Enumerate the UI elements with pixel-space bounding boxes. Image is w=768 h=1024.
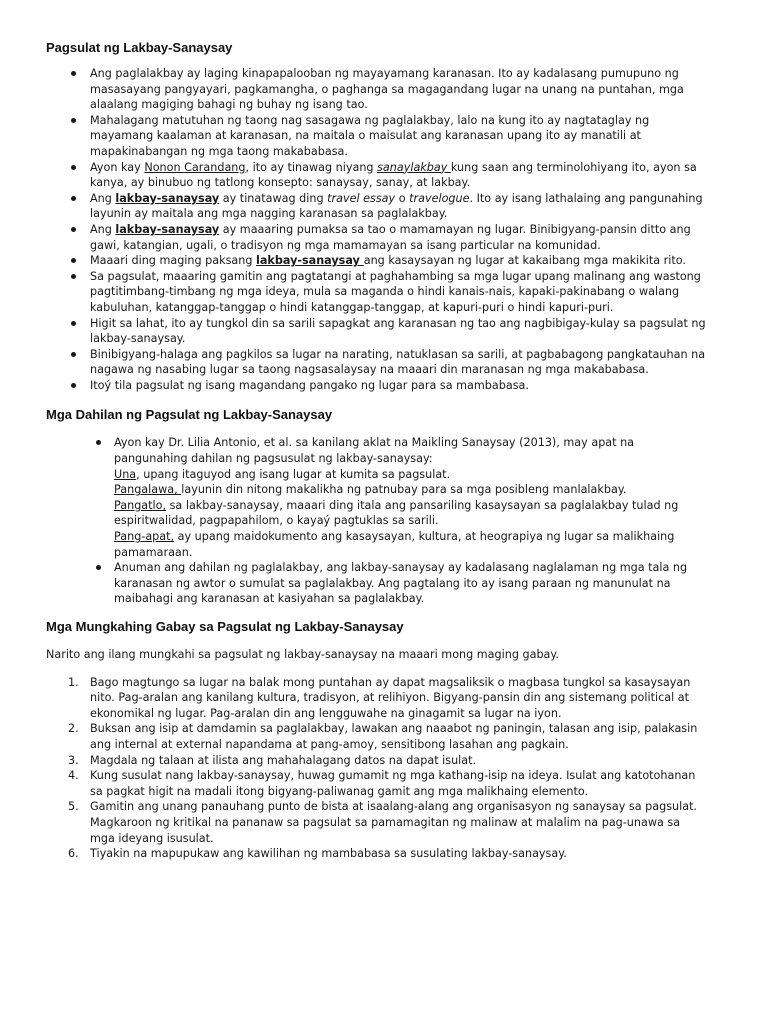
term-travel-essay: travel essay bbox=[327, 191, 396, 205]
term-lakbay-sanaysay: lakbay-sanaysay bbox=[115, 222, 220, 236]
text-run: ay upang maidokumento ang kasaysayan, kultura, at heograpiya ng lugar sa malikhaing pamamaraan. bbox=[114, 530, 675, 559]
text-run: Ang bbox=[90, 191, 116, 205]
section-title-gabay: Mga Mungkahing Gabay sa Pagsulat ng Lakbay-Sanaysay bbox=[46, 619, 404, 634]
list-item: Mahalagang matutuhan ng taong nag sasagawa ng paglalakbay, lalo na kung ito ay nagtataglay ng mayamang kaalaman at karanasan, na maitala o maisulat ang karanasan upang ito ay manatili at mapakinabangan ng mga taong makababasa. bbox=[46, 113, 708, 160]
reason-key: Pang-apat, bbox=[114, 530, 175, 544]
item-number: 5. bbox=[68, 800, 79, 814]
term-lakbay-sanaysay: lakbay-sanaysay bbox=[115, 191, 220, 205]
text-run: ay maaaring pumaksa sa tao o mamamayan ng lugar. Binibigyang-pansin ditto ang gawi, katangian, ugali, o tradisyon ng mga mamamayan sa isang particular na komunidad. bbox=[90, 222, 691, 252]
item-number: 2. bbox=[68, 722, 79, 736]
text-run: ay tinatawag ding bbox=[219, 191, 328, 205]
text-run: sa lakbay-sanaysay, maaari ding itala ang pansariling kasaysayan sa paglalakbay tulad ng espiritwalidad, pagpapahilom, o kayaý pagtuklas sa sarili. bbox=[114, 498, 679, 528]
reason-line bbox=[114, 467, 708, 483]
item-text: Gamitin ang unang panauhang punto de bista at isaalang-alang ang organisasyon ng sanaysay sa pagsulat. Magkaroon ng kritikal na pananaw sa pagsulat sa pamamagitan ng malinaw at malalim na pag-unawa sa mga ideyang isusulat. bbox=[90, 800, 698, 845]
list-item: Itoý tila pagsulat ng isang magandang pangako ng lugar para sa mambabasa. bbox=[46, 378, 708, 394]
list-item: Anuman ang dahilan ng paglalakbay, ang lakbay-sanaysay ay kadalasang naglalaman ng mga tala ng karanasan ng awtor o sumulat sa paglalakbay. Ang pagtalang ito ay isang paraan ng manunulat na maibahagi ang karanasan at kasiyahan sa paglalakbay. bbox=[46, 560, 708, 607]
section-title-pagsulat: Pagsulat ng Lakbay-Sanaysay bbox=[46, 40, 233, 55]
item-number: 6. bbox=[68, 847, 79, 861]
text-run: Ang bbox=[90, 222, 116, 236]
item-text: Tiyakin na mapupukaw ang kawilihan ng mambabasa sa susulating lakbay-sanaysay. bbox=[90, 847, 567, 861]
text-run: , upang itaguyod ang isang lugar at kumita sa pagsulat. bbox=[136, 467, 451, 481]
text-run: . Ito ay isang lathalaing ang pangunahing layunin ay maitala ang mga nagging karanasan sa paglalakbay. bbox=[90, 191, 703, 221]
list-item bbox=[46, 799, 708, 846]
reason-line bbox=[114, 498, 708, 529]
list-item bbox=[46, 753, 708, 769]
bullet-list-dahilan bbox=[46, 435, 708, 607]
list-item bbox=[46, 721, 708, 752]
list-item bbox=[46, 160, 708, 191]
list-item: Binibigyang-halaga ang pagkilos sa lugar na narating, natuklasan sa sarili, at pagbabagong pangkatauhan na nagawa ng nasabing lugar sa taong nagsasalaysay na maaari din maranasan ng mga makababasa. bbox=[46, 347, 708, 378]
text-run: kung saan ang terminolohiyang ito, ayon sa kanya, ay binubuo ng tatlong konsepto: sanaysay, sanay, at lakbay. bbox=[90, 160, 697, 190]
text-run: layunin din nitong makalikha ng patnubay para sa mga posibleng manlalakbay. bbox=[181, 483, 627, 497]
text-run: o bbox=[395, 191, 410, 205]
text-run: , ito ay tinawag niyang bbox=[245, 160, 378, 174]
list-item bbox=[46, 675, 708, 722]
item-number: 4. bbox=[68, 769, 79, 783]
list-item: Higit sa lahat, ito ay tungkol din sa sarili sapagkat ang karanasan ng tao ang nagbibigay-kulay sa pagsulat ng lakbay-sanaysay. bbox=[46, 316, 708, 347]
text-run: Ayon kay Dr. Lilia Antonio, et al. sa kanilang aklat na Maikling Sanaysay (2013), may apat na pangunahing dahilan ng pagsusulat ng lakbay-sanaysay: bbox=[114, 436, 635, 466]
term-lakbay-sanaysay: lakbay-sanaysay bbox=[256, 254, 364, 268]
item-text: Buksan ang isip at damdamin sa paglalakbay, lawakan ang naaabot ng paningin, talasan ang isip, palakasin ang internal at external napandama at pang-amoy, sensitibong lasahan ang pagkain. bbox=[90, 722, 698, 751]
list-item: Ang paglalakbay ay laging kinapapalooban ng mayayamang karanasan. Ito ay kadalasang pumupuno ng masasayang pangyayari, pagkamangha, o paghanga sa magagandang lugar na unang na puntahan, mga alaalang magiging bahagi ng buhay ng isang tao. bbox=[46, 66, 708, 113]
text-run: Maaari ding maging paksang bbox=[90, 254, 257, 268]
intro-paragraph: Narito ang ilang mungkahi sa pagsulat ng lakbay-sanaysay na maaari mong maging gabay. bbox=[46, 648, 559, 661]
list-item bbox=[46, 768, 708, 799]
item-text: Bago magtungo sa lugar na balak mong puntahan ay dapat magsaliksik o magbasa tungkol sa kasaysayan nito. Pag-aralan ang kanilang kultura, tradisyon, at relihiyon. Bigyang-pansin din ang sistemang political at ekonomikal ng lugar. Pag-aralan din ang lengguwahe na ginagamit sa lugar na iyon. bbox=[90, 675, 691, 720]
reason-key: Pangatlo, bbox=[114, 498, 167, 512]
list-item bbox=[46, 222, 708, 253]
reason-key: Una bbox=[114, 467, 137, 481]
reason-key: Pangalawa, bbox=[114, 483, 182, 497]
term-sanaylakbay: sanaylakbay bbox=[377, 160, 451, 174]
list-item bbox=[46, 253, 708, 269]
numbered-list-gabay bbox=[46, 675, 708, 862]
item-number: 3. bbox=[68, 753, 79, 767]
reason-line bbox=[114, 529, 708, 560]
term-travelogue: travelogue bbox=[409, 191, 470, 205]
item-text: Kung susulat nang lakbay-sanaysay, huwag gumamit ng mga kathang-isip na ideya. Isulat ang katotohanan sa pagkat higit na madali itong bigyang-paliwanag gamit ang mga malikhaing elemento. bbox=[90, 769, 696, 798]
list-item bbox=[46, 191, 708, 222]
section-title-dahilan: Mga Dahilan ng Pagsulat ng Lakbay-Sanaysay bbox=[46, 407, 333, 423]
list-item bbox=[46, 846, 708, 862]
list-item: Sa pagsulat, maaaring gamitin ang pagtatangi at paghahambing sa mga lugar upang malinang ang wastong pagtitimbang-timbang ng mga ideya, mula sa maganda o hindi kanais-nais, kapaki-pakinabang o walang kabuluhan, katanggap-tanggap o hindi katanggap-tanggap, at kapuri-puri o hindi kapuri-puri. bbox=[46, 269, 708, 316]
item-number: 1. bbox=[68, 675, 79, 689]
reason-line bbox=[114, 482, 708, 498]
text-run: ang kasaysayan ng lugar at kakaibang mga makikita rito. bbox=[363, 254, 686, 268]
bullet-list-pagsulat bbox=[46, 66, 708, 393]
list-item bbox=[46, 435, 708, 560]
text-run: Ayon kay bbox=[90, 160, 145, 174]
author-name: Nonon Carandang bbox=[144, 160, 246, 174]
item-text: Magdala ng talaan at ilista ang mahahalagang datos na dapat isulat. bbox=[90, 753, 477, 767]
